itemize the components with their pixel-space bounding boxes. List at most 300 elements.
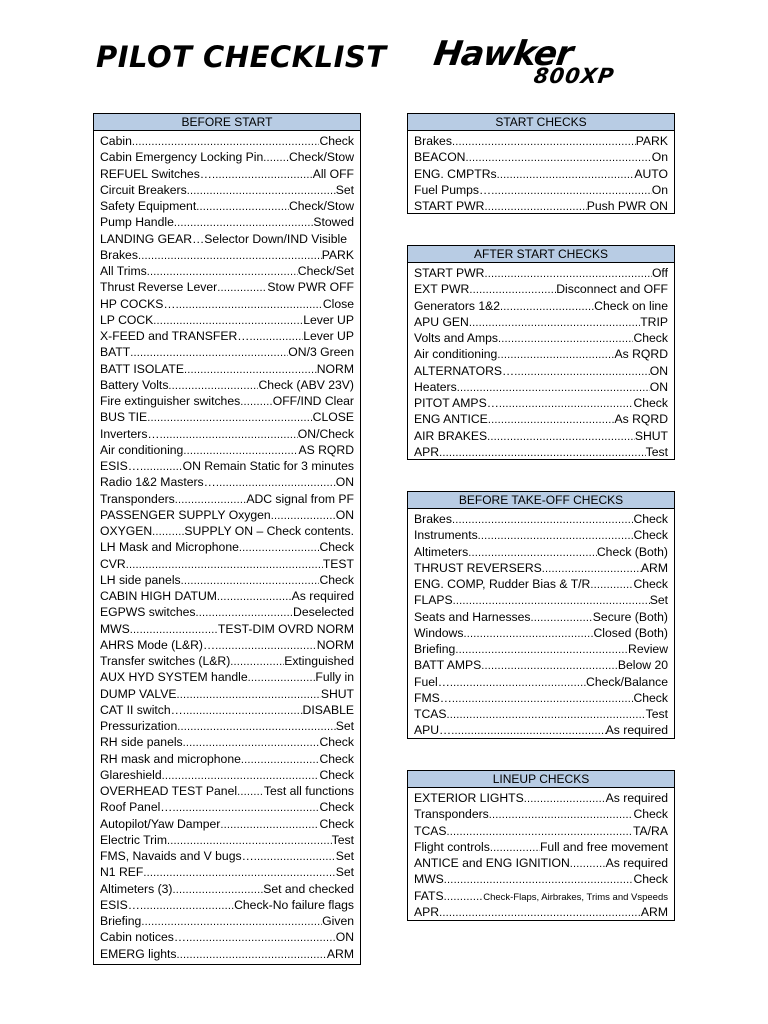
after-start-checks-section (407, 245, 675, 460)
item-value: On (651, 150, 668, 165)
item-value: AUTO (634, 166, 668, 181)
item-value: ON/3 Green (288, 345, 354, 360)
item-label: OVERHEAD TEST Panel (100, 784, 238, 798)
item-label: Cabin Emergency Locking Pin (100, 150, 264, 165)
checklist-item (414, 298, 668, 314)
leader-dots (463, 626, 593, 641)
checklist-item (414, 904, 668, 920)
item-value: Set (335, 182, 354, 197)
item-label: BATT AMPS (414, 658, 482, 673)
checklist-item (414, 722, 668, 738)
leader-dots (147, 264, 298, 279)
item-value: Closed (Both) (593, 625, 668, 640)
item-value: Check (319, 540, 354, 555)
leader-dots (444, 889, 484, 904)
checklist-item (414, 281, 668, 297)
item-value: Lever UP (303, 329, 354, 343)
checklist-item (100, 247, 354, 263)
item-label: Fuel… (414, 674, 450, 689)
leader-dots (490, 840, 540, 855)
item-label: APU GEN (414, 314, 469, 329)
checklist-item (414, 182, 668, 198)
checklist-item (414, 871, 668, 887)
item-label: ALTERNATORS… (414, 363, 515, 378)
checklist-item (100, 458, 354, 474)
leader-dots (217, 589, 292, 604)
item-value: Check/Set (297, 264, 354, 278)
leader-dots (468, 545, 597, 560)
item-value: ON Remain Static for 3 minutes (182, 459, 354, 473)
leader-dots (484, 199, 586, 214)
checklist-rows (94, 131, 360, 962)
item-label: LH Mask and Microphone (100, 540, 239, 555)
checklist-item (100, 149, 354, 165)
item-value: As RQRD (614, 412, 668, 427)
checklist-item (414, 395, 668, 411)
item-label: Transponders (414, 807, 489, 822)
checklist-item (414, 411, 668, 427)
item-label: Battery Volts (100, 377, 169, 392)
leader-dots (452, 512, 634, 527)
checklist-item (100, 946, 354, 962)
item-value: NORM (316, 637, 354, 652)
item-value: As required (605, 856, 668, 870)
leader-dots (216, 475, 336, 490)
leader-dots (469, 282, 556, 297)
section-header: LINEUP CHECKS (408, 771, 674, 788)
checklist-item (100, 848, 354, 864)
item-label: LP COCK (100, 312, 154, 327)
item-value: TA/RA (633, 823, 668, 838)
item-label: Brakes (414, 134, 452, 148)
item-label: ANTICE and ENG IGNITION (414, 856, 570, 870)
section-header: START CHECKS (408, 114, 674, 131)
item-value: Check-No failure flags (234, 897, 354, 912)
checklist-item (414, 657, 668, 673)
item-label: MWS (414, 872, 444, 887)
item-label: BATT ISOLATE (100, 361, 184, 376)
item-value: PARK (635, 134, 668, 148)
checklist-item (414, 560, 668, 576)
item-label: Transponders (100, 491, 175, 506)
checklist-item (100, 621, 354, 637)
leader-dots (469, 315, 640, 330)
item-value: Check (Both) (596, 544, 668, 559)
item-label: Briefing (100, 914, 142, 928)
leader-dots (175, 492, 247, 507)
item-value: AS RQRD (298, 442, 354, 457)
item-value: SHUT (320, 686, 354, 701)
checklist-item (100, 279, 354, 295)
checklist-item (414, 592, 668, 608)
checklist-item (100, 702, 354, 718)
leader-dots (542, 561, 641, 576)
item-label: START PWR (414, 266, 485, 280)
leader-dots (248, 670, 316, 685)
checklist-item (414, 166, 668, 182)
checklist-item (100, 312, 354, 328)
hawker-logo (430, 34, 640, 90)
checklist-item (100, 783, 354, 799)
leader-dots (455, 642, 628, 657)
checklist-item (100, 832, 354, 848)
leader-dots (465, 150, 651, 165)
checklist-item (414, 428, 668, 444)
item-label: REFUEL Switches… (100, 166, 212, 181)
leader-dots (186, 930, 336, 945)
checklist-item (100, 426, 354, 442)
checklist-item (100, 409, 354, 425)
checklist-item (100, 133, 354, 149)
item-label: AUX HYD SYSTEM handle (100, 670, 248, 685)
item-label: FATS (414, 888, 444, 903)
checklist-item (100, 604, 354, 620)
leader-dots (212, 167, 313, 182)
checklist-item (100, 539, 354, 555)
item-value: ON (335, 507, 354, 522)
leader-dots (196, 199, 289, 214)
item-label: Autopilot/Yaw Damper (100, 816, 221, 831)
item-value: Check (633, 331, 668, 345)
logo-brand: Hawker (431, 34, 575, 74)
item-value: Off (651, 266, 668, 280)
item-label: ENG. COMP, Rudder Bias & T/R (414, 577, 591, 591)
leader-dots (183, 443, 298, 458)
item-value: All OFF (312, 166, 354, 181)
item-label: APR (414, 904, 440, 919)
checklist-item (414, 511, 668, 527)
item-value: CLOSE (312, 410, 354, 425)
item-label: LH side panels (100, 572, 181, 587)
item-value: Check (ABV 23V) (258, 377, 354, 392)
item-value: Close (322, 296, 354, 311)
leader-dots (254, 849, 336, 864)
item-label: Fire extinguisher switches (100, 394, 241, 408)
section-header: BEFORE TAKE-OFF CHECKS (408, 492, 674, 509)
item-value: Set (335, 865, 354, 880)
item-label: PITOT AMPS… (414, 396, 499, 410)
checklist-item (414, 806, 668, 822)
item-value: ON/Check (297, 426, 354, 441)
checklist-item (100, 572, 354, 588)
item-label: CVR (100, 556, 126, 571)
item-value: SHUT (634, 428, 668, 443)
item-label: BUS TIE (100, 410, 148, 425)
item-label: PASSENGER SUPPLY Oxygen (100, 507, 271, 522)
checklist-item (100, 816, 354, 832)
item-value: As RQRD (614, 347, 668, 362)
leader-dots (453, 593, 650, 608)
item-value: ON (335, 930, 354, 945)
leader-dots (249, 329, 303, 344)
checklist-item (414, 346, 668, 362)
checklist-item (100, 881, 354, 897)
checklist-item (414, 625, 668, 641)
checklist-item (100, 377, 354, 393)
leader-dots (130, 345, 288, 360)
item-value: ON (649, 363, 668, 378)
item-label: ESIS… (100, 459, 140, 473)
item-label: Electric Trim (100, 832, 168, 847)
item-label: CABIN HIGH DATUM (100, 589, 217, 603)
item-value: As required (291, 589, 354, 603)
item-value: ON (335, 475, 354, 490)
leader-dots (183, 735, 320, 750)
leader-dots (152, 524, 184, 539)
item-label: Fuel Pumps… (414, 182, 492, 197)
checklist-item (100, 653, 354, 669)
item-value: Check (319, 134, 354, 148)
item-label: AIR BRAKES (414, 428, 488, 443)
leader-dots (196, 605, 294, 620)
item-value: TEST (322, 556, 354, 571)
item-label: Flight controls (414, 839, 490, 854)
leader-dots (230, 654, 284, 669)
leader-dots (126, 557, 323, 572)
leader-dots (457, 380, 650, 395)
lineup-checks-section (407, 770, 675, 921)
item-value: Review (628, 642, 668, 656)
item-label: THRUST REVERSERS (414, 560, 542, 575)
item-label: EXT PWR (414, 282, 470, 297)
checklist-item (100, 556, 354, 572)
checklist-item (100, 799, 354, 815)
item-value: SUPPLY ON – Check contents. (184, 524, 354, 538)
item-value: Check (319, 800, 354, 815)
checklist-item (414, 527, 668, 543)
checklist-item (100, 231, 354, 247)
checklist-item (100, 491, 354, 507)
checklist-item (100, 263, 354, 279)
leader-dots (498, 331, 633, 346)
start-checks-section (407, 113, 675, 214)
leader-dots (450, 675, 586, 690)
item-label: Roof Panel… (100, 800, 173, 815)
checklist-item (100, 864, 354, 880)
leader-dots (147, 410, 312, 425)
item-label: All Trims (100, 264, 147, 278)
item-value: Stowed (313, 215, 354, 230)
leader-dots (447, 824, 633, 839)
item-label: Safety Equipment (100, 199, 197, 213)
checklist-item (100, 344, 354, 360)
item-label: BATT (100, 345, 131, 360)
leader-dots (173, 800, 320, 815)
leader-dots (167, 833, 332, 848)
leader-dots (524, 791, 606, 806)
leader-dots (181, 573, 320, 588)
checklist-item (100, 897, 354, 913)
item-label: Air conditioning (414, 347, 498, 362)
checklist-item (414, 379, 668, 395)
item-label: Altimeters (414, 544, 469, 559)
leader-dots (215, 638, 317, 653)
item-value: Check (319, 751, 354, 766)
leader-dots (162, 768, 320, 783)
leader-dots (237, 784, 264, 799)
item-value: ARM (326, 946, 354, 961)
checklist-item (414, 790, 668, 806)
checklist-item (100, 296, 354, 312)
leader-dots (489, 807, 634, 822)
leader-dots (177, 947, 327, 962)
leader-dots (514, 364, 649, 379)
checklist-rows (408, 509, 674, 739)
leader-dots (183, 703, 303, 718)
checklist-item (414, 314, 668, 330)
leader-dots (241, 752, 320, 767)
checklist-item (100, 751, 354, 767)
item-value: Test (645, 707, 668, 721)
checklist-item (100, 929, 354, 945)
item-value: Check (633, 807, 668, 822)
checklist-item (414, 149, 668, 165)
item-label: Seats and Harnesses (414, 609, 531, 624)
checklist-item (414, 839, 668, 855)
item-label: CAT II switch… (100, 702, 183, 717)
checklist-item (414, 444, 668, 460)
item-label: FMS, Navaids and V bugs… (100, 849, 254, 863)
item-value: Below 20 (617, 658, 668, 673)
item-label: Cabin notices… (100, 930, 187, 945)
leader-dots (172, 882, 263, 897)
checklist-item (100, 669, 354, 685)
item-value: ADC signal from PF (246, 491, 354, 506)
checklist-item (414, 544, 668, 560)
item-value: Check (633, 872, 668, 887)
item-value: ARM (640, 904, 668, 919)
item-value: PARK (321, 247, 354, 262)
item-label: Generators 1&2 (414, 298, 501, 313)
leader-dots (143, 865, 335, 880)
item-label: Air conditioning (100, 442, 184, 457)
leader-dots (271, 508, 336, 523)
checklist-item (414, 330, 668, 346)
item-label: Instruments (414, 528, 478, 543)
item-value: OFF/IND Clear (272, 394, 354, 408)
item-label: Brakes (100, 247, 138, 262)
section-header: AFTER START CHECKS (408, 246, 674, 263)
item-value: Set (335, 849, 354, 863)
item-value: Check/Stow (288, 199, 354, 213)
item-label: START PWR (414, 199, 485, 213)
leader-dots (177, 719, 335, 734)
leader-dots (239, 540, 320, 555)
leader-dots (451, 723, 605, 738)
item-label: AHRS Mode (L&R)… (100, 637, 216, 652)
item-label: EGPWS switches (100, 605, 196, 620)
checklist-item (414, 706, 668, 722)
item-label: Brakes (414, 512, 452, 526)
checklist-item (100, 361, 354, 377)
item-value: Push PWR ON (586, 199, 668, 213)
checklist-item (414, 641, 668, 657)
item-label: TCAS (414, 707, 447, 721)
item-value: Check (319, 735, 354, 750)
item-label: Pump Handle (100, 215, 174, 230)
item-value: Full and free movement (539, 839, 668, 854)
checklist-item (100, 588, 354, 604)
leader-dots (140, 459, 183, 474)
item-value: Check (319, 767, 354, 782)
checklist-item (100, 393, 354, 409)
leader-dots (132, 134, 320, 149)
item-label: Cabin (100, 134, 132, 148)
item-label: ENG ANTICE (414, 412, 488, 427)
checklist-item (100, 214, 354, 230)
checklist-item (414, 576, 668, 592)
leader-dots (141, 914, 322, 929)
leader-dots (491, 183, 652, 198)
leader-dots (176, 297, 323, 312)
item-label: Circuit Breakers (100, 182, 187, 197)
checklist-item (414, 198, 668, 214)
item-value: Check/Balance (586, 674, 668, 689)
checklist-item (100, 198, 354, 214)
leader-dots (138, 248, 322, 263)
section-header: BEFORE START (94, 114, 360, 131)
item-value: ON (649, 379, 668, 394)
checklist-item (100, 328, 354, 344)
leader-dots (478, 528, 634, 543)
item-label: Glareshield (100, 767, 162, 782)
item-value: Check (633, 512, 668, 526)
item-label: Heaters (414, 379, 457, 394)
item-label: HP COCKS… (100, 296, 176, 311)
item-label: APU… (414, 723, 452, 738)
leader-dots (452, 134, 636, 149)
checklist-item (100, 913, 354, 929)
checklist-item (100, 182, 354, 198)
item-value: NORM (316, 361, 354, 376)
leader-dots (497, 167, 635, 182)
item-label: MWS (100, 621, 130, 636)
leader-dots (452, 691, 634, 706)
leader-dots (187, 183, 336, 198)
leader-dots (160, 427, 298, 442)
item-value: Test all functions (263, 784, 354, 798)
checklist-item (100, 507, 354, 523)
item-value: Check (319, 816, 354, 831)
item-value: Set and checked (263, 881, 354, 896)
leader-dots (240, 394, 273, 409)
checklist-item (100, 442, 354, 458)
leader-dots (487, 429, 635, 444)
item-label: X-FEED and TRANSFER… (100, 329, 250, 343)
item-label: DUMP VALVE (100, 686, 177, 701)
leader-dots (481, 658, 618, 673)
leader-dots (168, 378, 258, 393)
leader-dots (590, 577, 633, 592)
item-value: DISABLE (302, 702, 354, 717)
leader-dots (130, 622, 218, 637)
leader-dots (153, 313, 303, 328)
item-value: Secure (Both) (592, 609, 668, 624)
before-start-section (93, 113, 361, 965)
item-label: Volts and Amps (414, 331, 499, 345)
leader-dots (531, 610, 593, 625)
item-value: TRIP (640, 314, 668, 329)
leader-dots (439, 905, 641, 920)
leader-dots (220, 817, 319, 832)
item-value: Given (322, 914, 354, 928)
leader-dots (447, 707, 646, 722)
leader-dots (184, 362, 317, 377)
checklist-item (100, 523, 354, 539)
item-label: EXTERIOR LIGHTS (414, 791, 524, 805)
item-value: Check/Stow (288, 150, 354, 165)
item-value: Check on line (594, 298, 668, 313)
